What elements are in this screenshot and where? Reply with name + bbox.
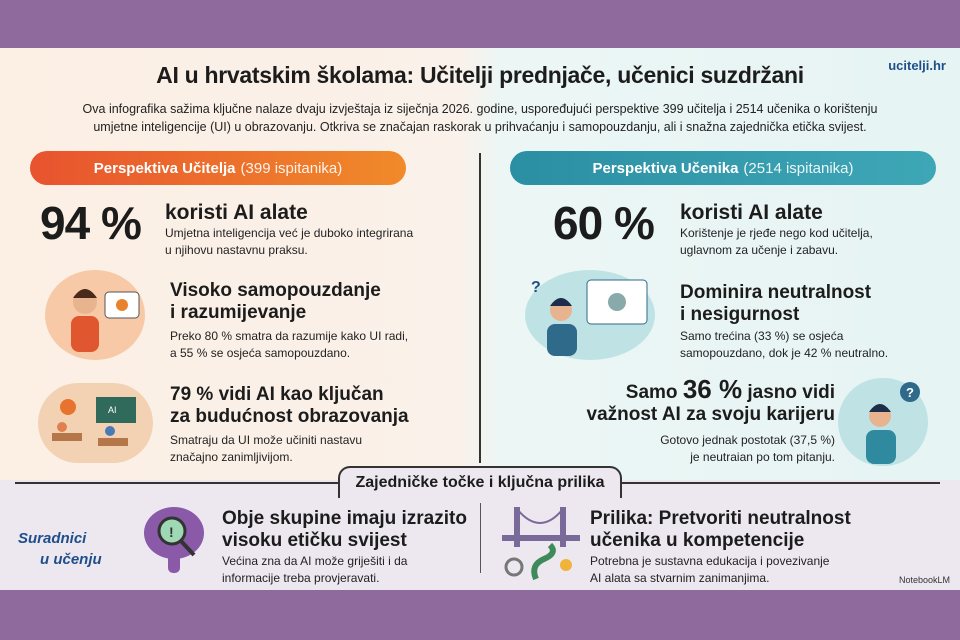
opportunity-desc: Potrebna je sustavna edukacija i povezivanje AI alata sa stvarnim zanimanjima. <box>590 554 830 585</box>
svg-text:!: ! <box>169 524 174 540</box>
svg-text:?: ? <box>906 385 914 400</box>
teacher-usage-title: koristi AI alate <box>165 201 308 224</box>
brand-logo: ucitelji.hr <box>888 58 946 73</box>
collaborators-label: Suradnici u učenju <box>18 530 102 568</box>
teacher-confidence-desc: Preko 80 % smatra da razumije kako UI radi, a 55 % se osjeća samopouzdano. <box>170 329 409 360</box>
ethics-title: Obje skupine imaju izrazito visoku etičku svijest <box>222 508 467 551</box>
teacher-presenting-illustration <box>45 270 145 360</box>
teacher-confidence-title: Visoko samopouzdanje i razumijevanje <box>170 280 381 323</box>
teacher-future-desc: Smatraju da UI može učiniti nastavu značajno zanimljivijom. <box>170 433 363 464</box>
bottom-divider <box>480 503 481 573</box>
bridge-path-icon <box>500 503 582 588</box>
student-neutrality-desc: Samo trećina (33 %) se osjeća samopouzdano, dok je 42 % neutralno. <box>680 329 889 360</box>
svg-text:?: ? <box>531 279 541 296</box>
intro-text <box>60 100 900 136</box>
common-section-title: Zajedničke točke i ključna prilika <box>338 466 622 498</box>
teacher-usage-desc: Umjetna inteligencija već je duboko integrirana u njihovu nastavnu praksu. <box>165 226 414 257</box>
teacher-usage-stat: 94 % <box>40 197 141 249</box>
intro-line: Ova infografika sažima ključne nalaze dvaju izvještaja iz siječnja 2026. godine, uspoređujući perspektive 399 učitelja i 2514 učenika o korištenju <box>82 102 878 116</box>
student-thinking-illustration <box>525 270 655 360</box>
student-neutrality-title: Dominira neutralnost i nesigurnost <box>680 282 872 325</box>
student-career-title: Samo 36 % jasno vidi važnost AI za svoju karijeru <box>586 374 835 425</box>
student-usage-desc: Korištenje je rjeđe nego kod učitelja, uglavnom za učenje i zabavu. <box>680 226 873 257</box>
classroom-illustration <box>38 383 153 463</box>
teacher-future-title: 79 % vidi AI kao ključan za budućnost obrazovanja <box>170 384 409 427</box>
student-question-illustration <box>838 378 928 466</box>
svg-text:AI: AI <box>108 405 117 415</box>
student-career-desc: Gotovo jednak postotak (37,5 %) je neutraian po tom pitanju. <box>660 433 835 464</box>
student-usage-stat: 60 % <box>553 197 654 249</box>
section-line <box>15 482 340 484</box>
notebooklm-credit: NotebookLM <box>898 575 950 585</box>
intro-line: umjetne inteligencije (UI) u obrazovanju. Otkriva se značajan raskorak u prihvaćanju i samopouzdanju, ali i snažna zajednička etička svijest. <box>93 120 867 134</box>
student-usage-title: koristi AI alate <box>680 201 823 224</box>
ethics-desc: Većina zna da AI može griješiti i da informacije treba provjeravati. <box>222 554 408 585</box>
student-perspective-header <box>510 151 936 185</box>
page-title: AI u hrvatskim školama: Učitelji prednjače, učenici suzdržani <box>156 62 804 88</box>
section-line <box>620 482 940 484</box>
pill-label: Perspektiva Učitelja <box>93 159 236 177</box>
brain-magnifier-icon <box>140 503 212 583</box>
pill-count: (399 ispitanika) <box>240 159 343 177</box>
column-divider <box>479 153 481 463</box>
pill-count: (2514 ispitanika) <box>743 159 854 177</box>
opportunity-title: Prilika: Pretvoriti neutralnost učenika u kompetencije <box>590 508 851 551</box>
pill-label: Perspektiva Učenika <box>592 159 739 177</box>
teacher-perspective-header <box>30 151 406 185</box>
infographic <box>0 48 960 590</box>
